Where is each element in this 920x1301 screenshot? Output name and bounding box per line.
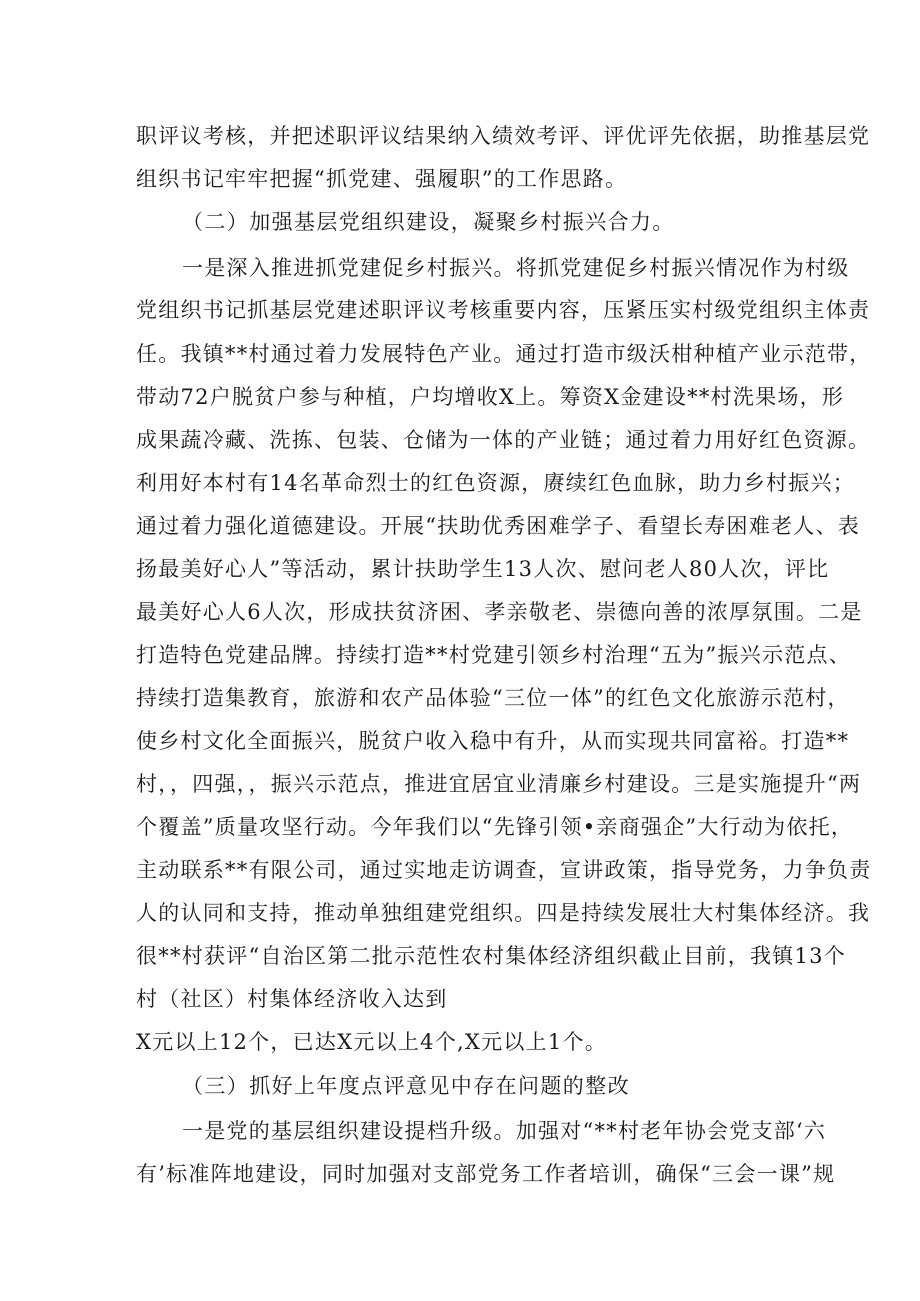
paragraph-line: 利用好本村有14名革命烈士的红色资源，赓续红色血脉，助力乡村振兴； [136, 471, 855, 495]
paragraph-line: 最美好心人6人次，形成扶贫济困、孝亲敬老、崇德向善的浓厚氛围。二是 [136, 600, 863, 624]
paragraph-line: 带动72户脱贫户参与种植，户均增收X上。筹资X金建设**村洗果场，形 [136, 385, 845, 409]
paragraph-line: 通过着力强化道德建设。开展“扶助优秀困难学子、看望长寿困难老人、表 [136, 514, 860, 538]
paragraph-line: 村，，四强，，振兴示范点，推进宜居宜业清廉乡村建设。三是实施提升“两 [136, 772, 862, 796]
paragraph-line: X元以上12个，已达X元以上4个,X元以上1个。 [136, 1030, 607, 1054]
paragraph-line: 组织书记牢牢把握“抓党建、强履职”的工作思路。 [136, 167, 628, 191]
paragraph-line: 主动联系**有限公司，通过实地走访调查，宣讲政策，指导党务，力争负责 [136, 858, 872, 882]
paragraph-line: 成果蔬冷藏、洗拣、包装、仓储为一体的产业链；通过着力用好红色资源。 [136, 428, 871, 452]
paragraph-line: 扬最美好心人”等活动，累计扶助学生13人次、慰问老人80人次，评比 [136, 557, 830, 581]
paragraph-line: 人的认同和支持，推动单独组建党组织。四是持续发展壮大村集体经济。我 [136, 901, 871, 925]
section-heading: （二）加强基层党组织建设，凝聚乡村振兴合力。 [182, 210, 675, 234]
paragraph-line: 一是深入推进抓党建促乡村振兴。将抓党建促乡村振兴情况作为村级 [182, 256, 850, 280]
paragraph-line: 打造特色党建品牌。持续打造**村党建引领乡村治理“五为”振兴示范点、 [136, 643, 851, 667]
paragraph-line: 任。我镇**村通过着力发展特色产业。通过打造市级沃柑种植产业示范带， [136, 342, 872, 366]
paragraph-line: 党组织书记抓基层党建述职评议考核重要内容，压紧压实村级党组织主体责 [136, 298, 871, 322]
paragraph-line: 使乡村文化全面振兴，脱贫户收入稳中有升，从而实现共同富裕。打造** [136, 729, 850, 753]
paragraph-line: 职评议考核，并把述职评议结果纳入绩效考评、评优评先依据，助推基层党 [136, 124, 871, 148]
paragraph-line: 持续打造集教育，旅游和农产品体验“三位一体”的红色文化旅游示范村， [136, 686, 850, 710]
section-heading: （三）抓好上年度点评意见中存在问题的整改 [182, 1074, 630, 1098]
paragraph-line: 村（社区）村集体经济收入达到 [136, 987, 448, 1011]
paragraph-line: 个覆盖”质量攻坚行动。今年我们以“先锋引领•亲商强企”大行动为依托， [136, 815, 854, 839]
paragraph-line: 有’标准阵地建设，同时加强对支部党务工作者培训，确保“三会一课”规 [136, 1162, 836, 1186]
paragraph-line: 一是党的基层组织建设提档升级。加强对“**村老年协会党支部‘六 [182, 1119, 827, 1143]
paragraph-line: 很**村获评“自治区第二批示范性农村集体经济组织截止目前，我镇13个 [136, 944, 846, 968]
